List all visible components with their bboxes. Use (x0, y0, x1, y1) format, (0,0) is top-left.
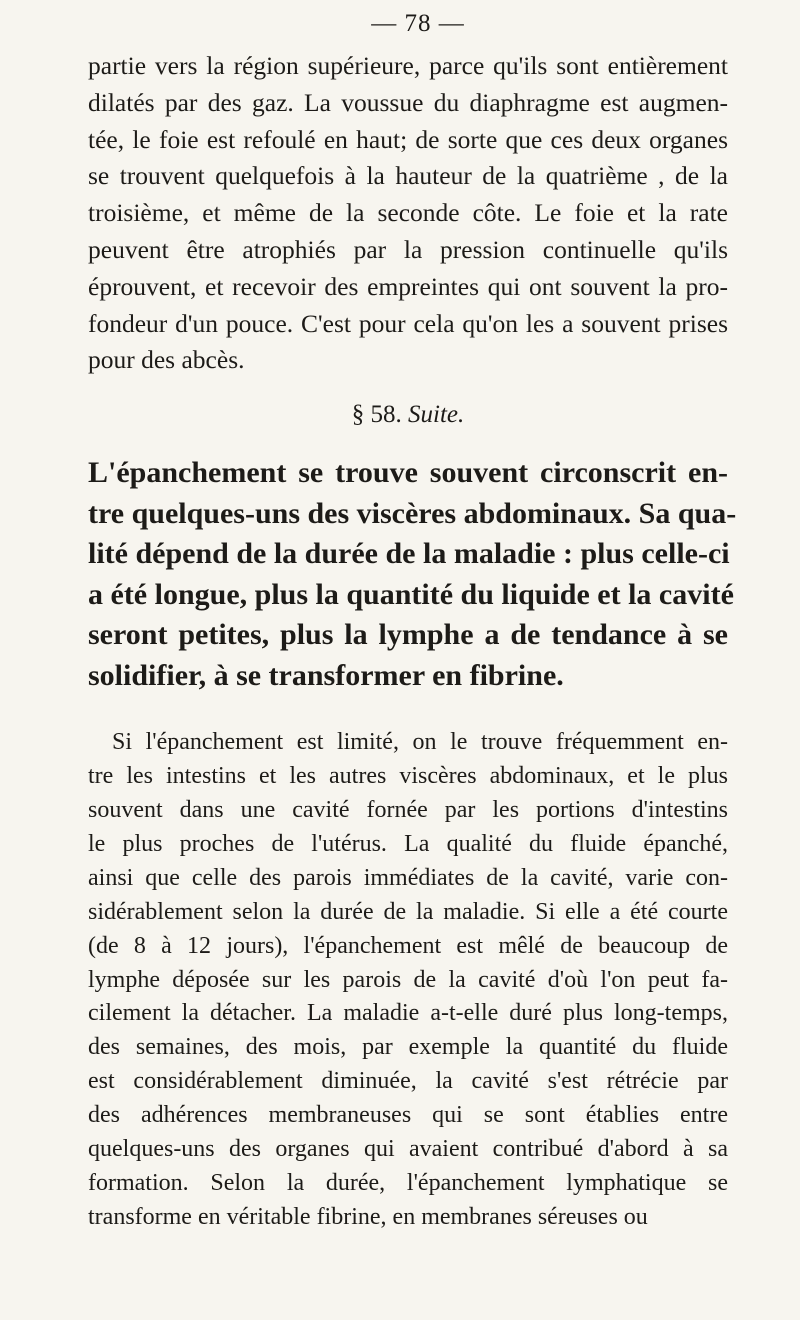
text-line: ainsi que celle des parois immédiates de la cavité, varie con- (88, 864, 728, 891)
book-page (88, 6, 737, 1235)
text-line: solidifier, à se transformer en fibrine. (88, 658, 564, 692)
text-line: peuvent être atrophiés par la pression continuelle qu'ils (88, 234, 728, 264)
text-line: lymphe déposée sur les parois de la cavité d'où l'on peut fa- (88, 966, 728, 993)
text-line: souvent dans une cavité fornée par les portions d'intestins (88, 796, 728, 823)
text-line: fondeur d'un pouce. C'est pour cela qu'on les a souvent prises (88, 308, 728, 338)
section-heading (88, 401, 728, 429)
text-line: éprouvent, et recevoir des empreintes qui ont souvent la pro- (88, 271, 728, 301)
text-line: se trouvent quelquefois à la hauteur de la quatrième , de la (88, 161, 728, 191)
text-line: est considérablement diminuée, la cavité s'est rétrécie par (88, 1068, 728, 1095)
text-line: troisième, et même de la seconde côte. Le foie et la rate (88, 198, 728, 228)
text-line: (de 8 à 12 jours), l'épanchement est mêlé de beaucoup de (88, 932, 728, 959)
text-line: cilement la détacher. La maladie a-t-elle duré plus long-temps, (88, 1000, 728, 1027)
text-line: Si l'épanchement est limité, on le trouve fréquemment en- (112, 729, 728, 756)
text-line: dilatés par des gaz. La voussue du diaphragme est augmen- (88, 87, 728, 117)
text-line: tre les intestins et les autres viscères abdominaux, et le plus (88, 763, 728, 790)
text-line: transforme en véritable fibrine, en membranes séreuses ou (88, 1203, 648, 1230)
text-line: des adhérences membraneuses qui se sont établies entre (88, 1102, 728, 1129)
text-line: quelques-uns des organes qui avaient contribué d'abord à sa (88, 1136, 728, 1163)
page-number: — 78 — (371, 10, 465, 37)
text-line: pour des abcès. (88, 345, 245, 375)
text-line: formation. Selon la durée, l'épanchement lymphatique se (88, 1169, 728, 1196)
bold-paragraph (88, 453, 737, 696)
text-line: lité dépend de la durée de la maladie : plus celle-ci (88, 537, 730, 571)
paragraph-continuation (88, 48, 728, 379)
text-line: partie vers la région supérieure, parce qu'ils sont entièrement (88, 51, 728, 80)
body-paragraph (88, 726, 728, 1235)
text-line: L'épanchement se trouve souvent circonscrit en- (88, 456, 728, 490)
text-line: le plus proches de l'utérus. La qualité du fluide épanché, (88, 830, 728, 857)
text-line: tre quelques-uns des viscères abdominaux. Sa qua- (88, 496, 737, 530)
text-line: tée, le foie est refoulé en haut; de sorte que ces deux organes (88, 124, 728, 154)
text-line: des semaines, des mois, par exemple la quantité du fluide (88, 1034, 728, 1061)
text-line: sidérablement selon la durée de la maladie. Si elle a été courte (88, 898, 728, 925)
section-number: § 58. (351, 401, 402, 429)
text-line: a été longue, plus la quantité du liquide et la cavité (88, 577, 734, 611)
text-line: seront petites, plus la lymphe a de tendance à se (88, 618, 728, 652)
section-title: Suite. (408, 401, 465, 429)
